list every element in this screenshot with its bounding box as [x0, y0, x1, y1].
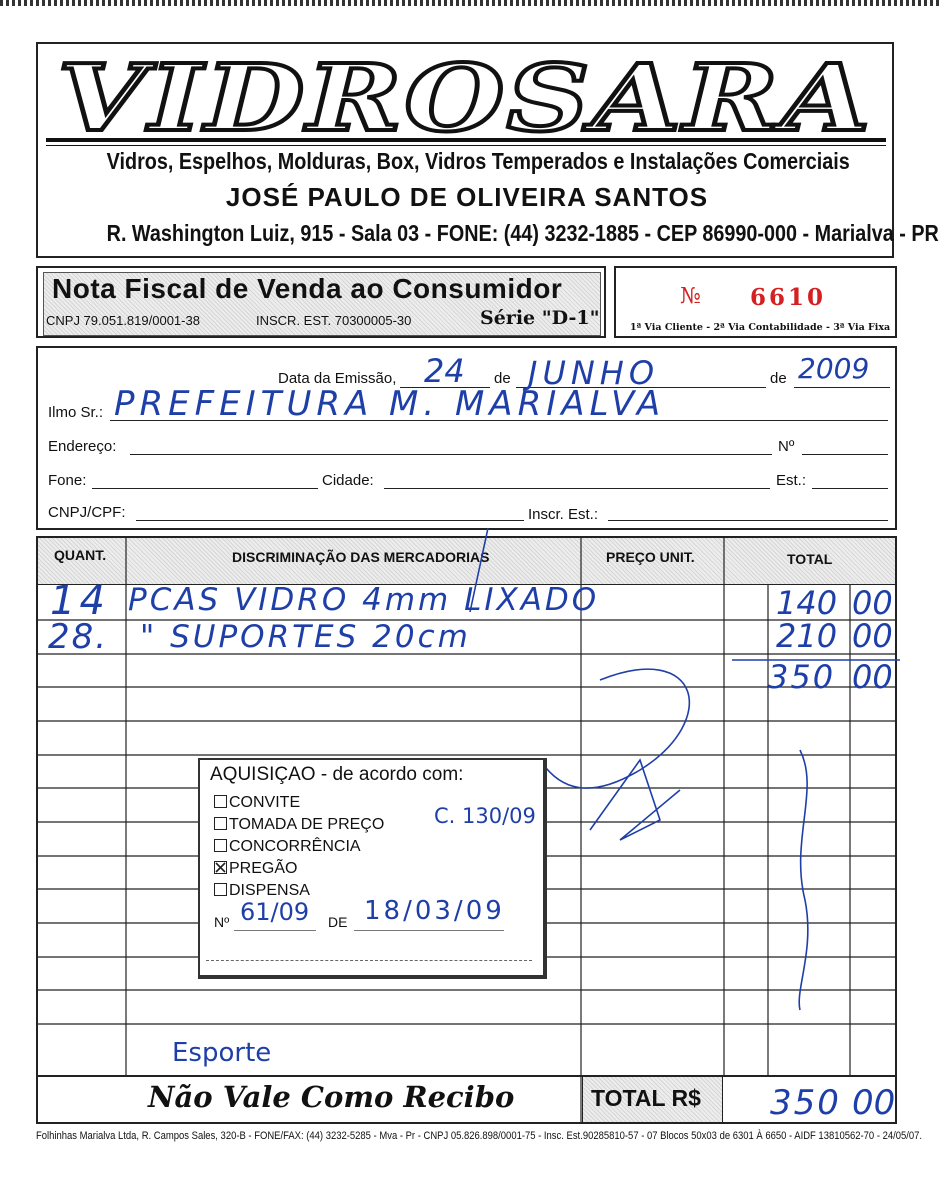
invoice-number: 6610 [750, 284, 827, 311]
date-day-value[interactable]: 24 [424, 352, 465, 390]
concorrencia-checkbox[interactable] [214, 839, 227, 852]
total-cents[interactable]: 00 [852, 1083, 896, 1123]
row-1-qty[interactable]: 14 [50, 578, 109, 624]
stamp-no-label: Nº [214, 914, 230, 930]
total-value-divider [722, 1077, 723, 1122]
invoice-title: Nota Fiscal de Venda ao Consumidor [52, 273, 563, 304]
total-label-cell [582, 1077, 723, 1122]
row-2-qty[interactable]: 28. [48, 617, 109, 657]
stamp-no-value[interactable]: 61/09 [240, 898, 310, 926]
header-quant: QUANT. [54, 547, 107, 563]
row-1-total[interactable]: 140 [776, 584, 838, 622]
number-symbol: № [680, 284, 701, 309]
company-owner: JOSÉ PAULO DE OLIVEIRA SANTOS [225, 182, 709, 212]
procurement-stamp [198, 758, 547, 979]
cnpj-cpf-label: CNPJ/CPF: [48, 504, 126, 521]
company-inscr: INSCR. EST. 70300005-30 [256, 313, 412, 328]
header-preco-unit: PREÇO UNIT. [606, 549, 695, 565]
stamp-bottom-rule [206, 960, 532, 961]
tomada-checkbox[interactable] [214, 817, 227, 830]
total-value[interactable]: 350 [770, 1083, 841, 1123]
inscr-est-label: Inscr. Est.: [528, 506, 599, 523]
ilmo-label: Ilmo Sr.: [48, 404, 104, 421]
date-label: Data da Emissão, [278, 370, 397, 387]
endereco-label: Endereço: [48, 438, 117, 455]
row-2-total[interactable]: 210 [776, 617, 838, 655]
printer-imprint: Folhinhas Marialva Ltda, R. Campos Sales, 320-B - FONE/FAX: (44) 3232-5285 - Mva - Pr - CNPJ 05.826.898/0001-75 - Insc. Est.90285810-57 - 07 Blocos 50x03 de 6301 À 6650 - AIDF 13810562-70 - 24/05/07. [36, 1130, 923, 1142]
fone-label: Fone: [48, 472, 87, 489]
pregao-checkbox-checked[interactable] [214, 861, 227, 874]
stamp-no-line [234, 930, 316, 931]
handwritten-note[interactable]: Esporte [172, 1038, 272, 1068]
tomada-reference[interactable]: C. 130/09 [434, 804, 536, 828]
stamp-de-label: DE [328, 914, 348, 930]
stamp-de-line [354, 930, 504, 931]
stamp-option-tomada: TOMADA DE PREÇO [214, 816, 384, 834]
row-2-desc[interactable]: " SUPORTES 20cm [140, 619, 471, 655]
date-de2: de [770, 370, 787, 387]
nao-vale-como-recibo: Não Vale Como Recibo [148, 1080, 515, 1114]
ilmo-value[interactable]: PREFEITURA M. MARIALVA [114, 384, 666, 424]
subtotal-cents[interactable]: 00 [852, 658, 893, 696]
convite-checkbox[interactable] [214, 795, 227, 808]
date-month-value[interactable]: JUNHO [528, 354, 660, 392]
subtotal-value[interactable]: 350 [768, 658, 836, 696]
company-cnpj: CNPJ 79.051.819/0001-38 [46, 313, 200, 328]
est-label: Est.: [776, 472, 807, 489]
date-de1: de [494, 370, 511, 387]
company-tagline: Vidros, Espelhos, Molduras, Box, Vidros Temperados e Instalações Comerciais [106, 148, 850, 174]
invoice-serie: Série "D-1" [480, 307, 600, 329]
dispensa-checkbox[interactable] [214, 883, 227, 896]
header-discriminacao: DISCRIMINAÇÃO DAS MERCADORIAS [232, 549, 490, 565]
row-2-cents[interactable]: 00 [852, 617, 893, 655]
numero-label: Nº [778, 438, 795, 455]
stamp-de-value[interactable]: 18/03/09 [364, 896, 505, 926]
cidade-label: Cidade: [322, 472, 374, 489]
row-1-cents[interactable]: 00 [852, 584, 893, 622]
company-address: R. Washington Luiz, 915 - Sala 03 - FONE: (44) 3232-1885 - CEP 86990-000 - Marialva - PR [106, 220, 939, 246]
header-total: TOTAL [787, 551, 833, 567]
stamp-option-pregao: PREGÃO [214, 860, 297, 878]
date-year-value[interactable]: 2009 [798, 352, 870, 385]
stamp-option-concorrencia: CONCORRÊNCIA [214, 838, 361, 856]
stamp-title: AQUISIÇAO - de acordo com: [210, 764, 464, 785]
copy-distribution: 1ª Via Cliente - 2ª Via Contabilidade - 3ª Via Fixa [630, 322, 891, 333]
total-label: TOTAL R$ [591, 1085, 701, 1111]
row-1-desc[interactable]: PCAS VIDRO 4mm LIXADO [128, 582, 600, 618]
stamp-option-convite: CONVITE [214, 794, 300, 812]
stamp-option-dispensa: DISPENSA [214, 882, 310, 900]
svg-text:VIDROSARA: VIDROSARA [57, 52, 873, 144]
